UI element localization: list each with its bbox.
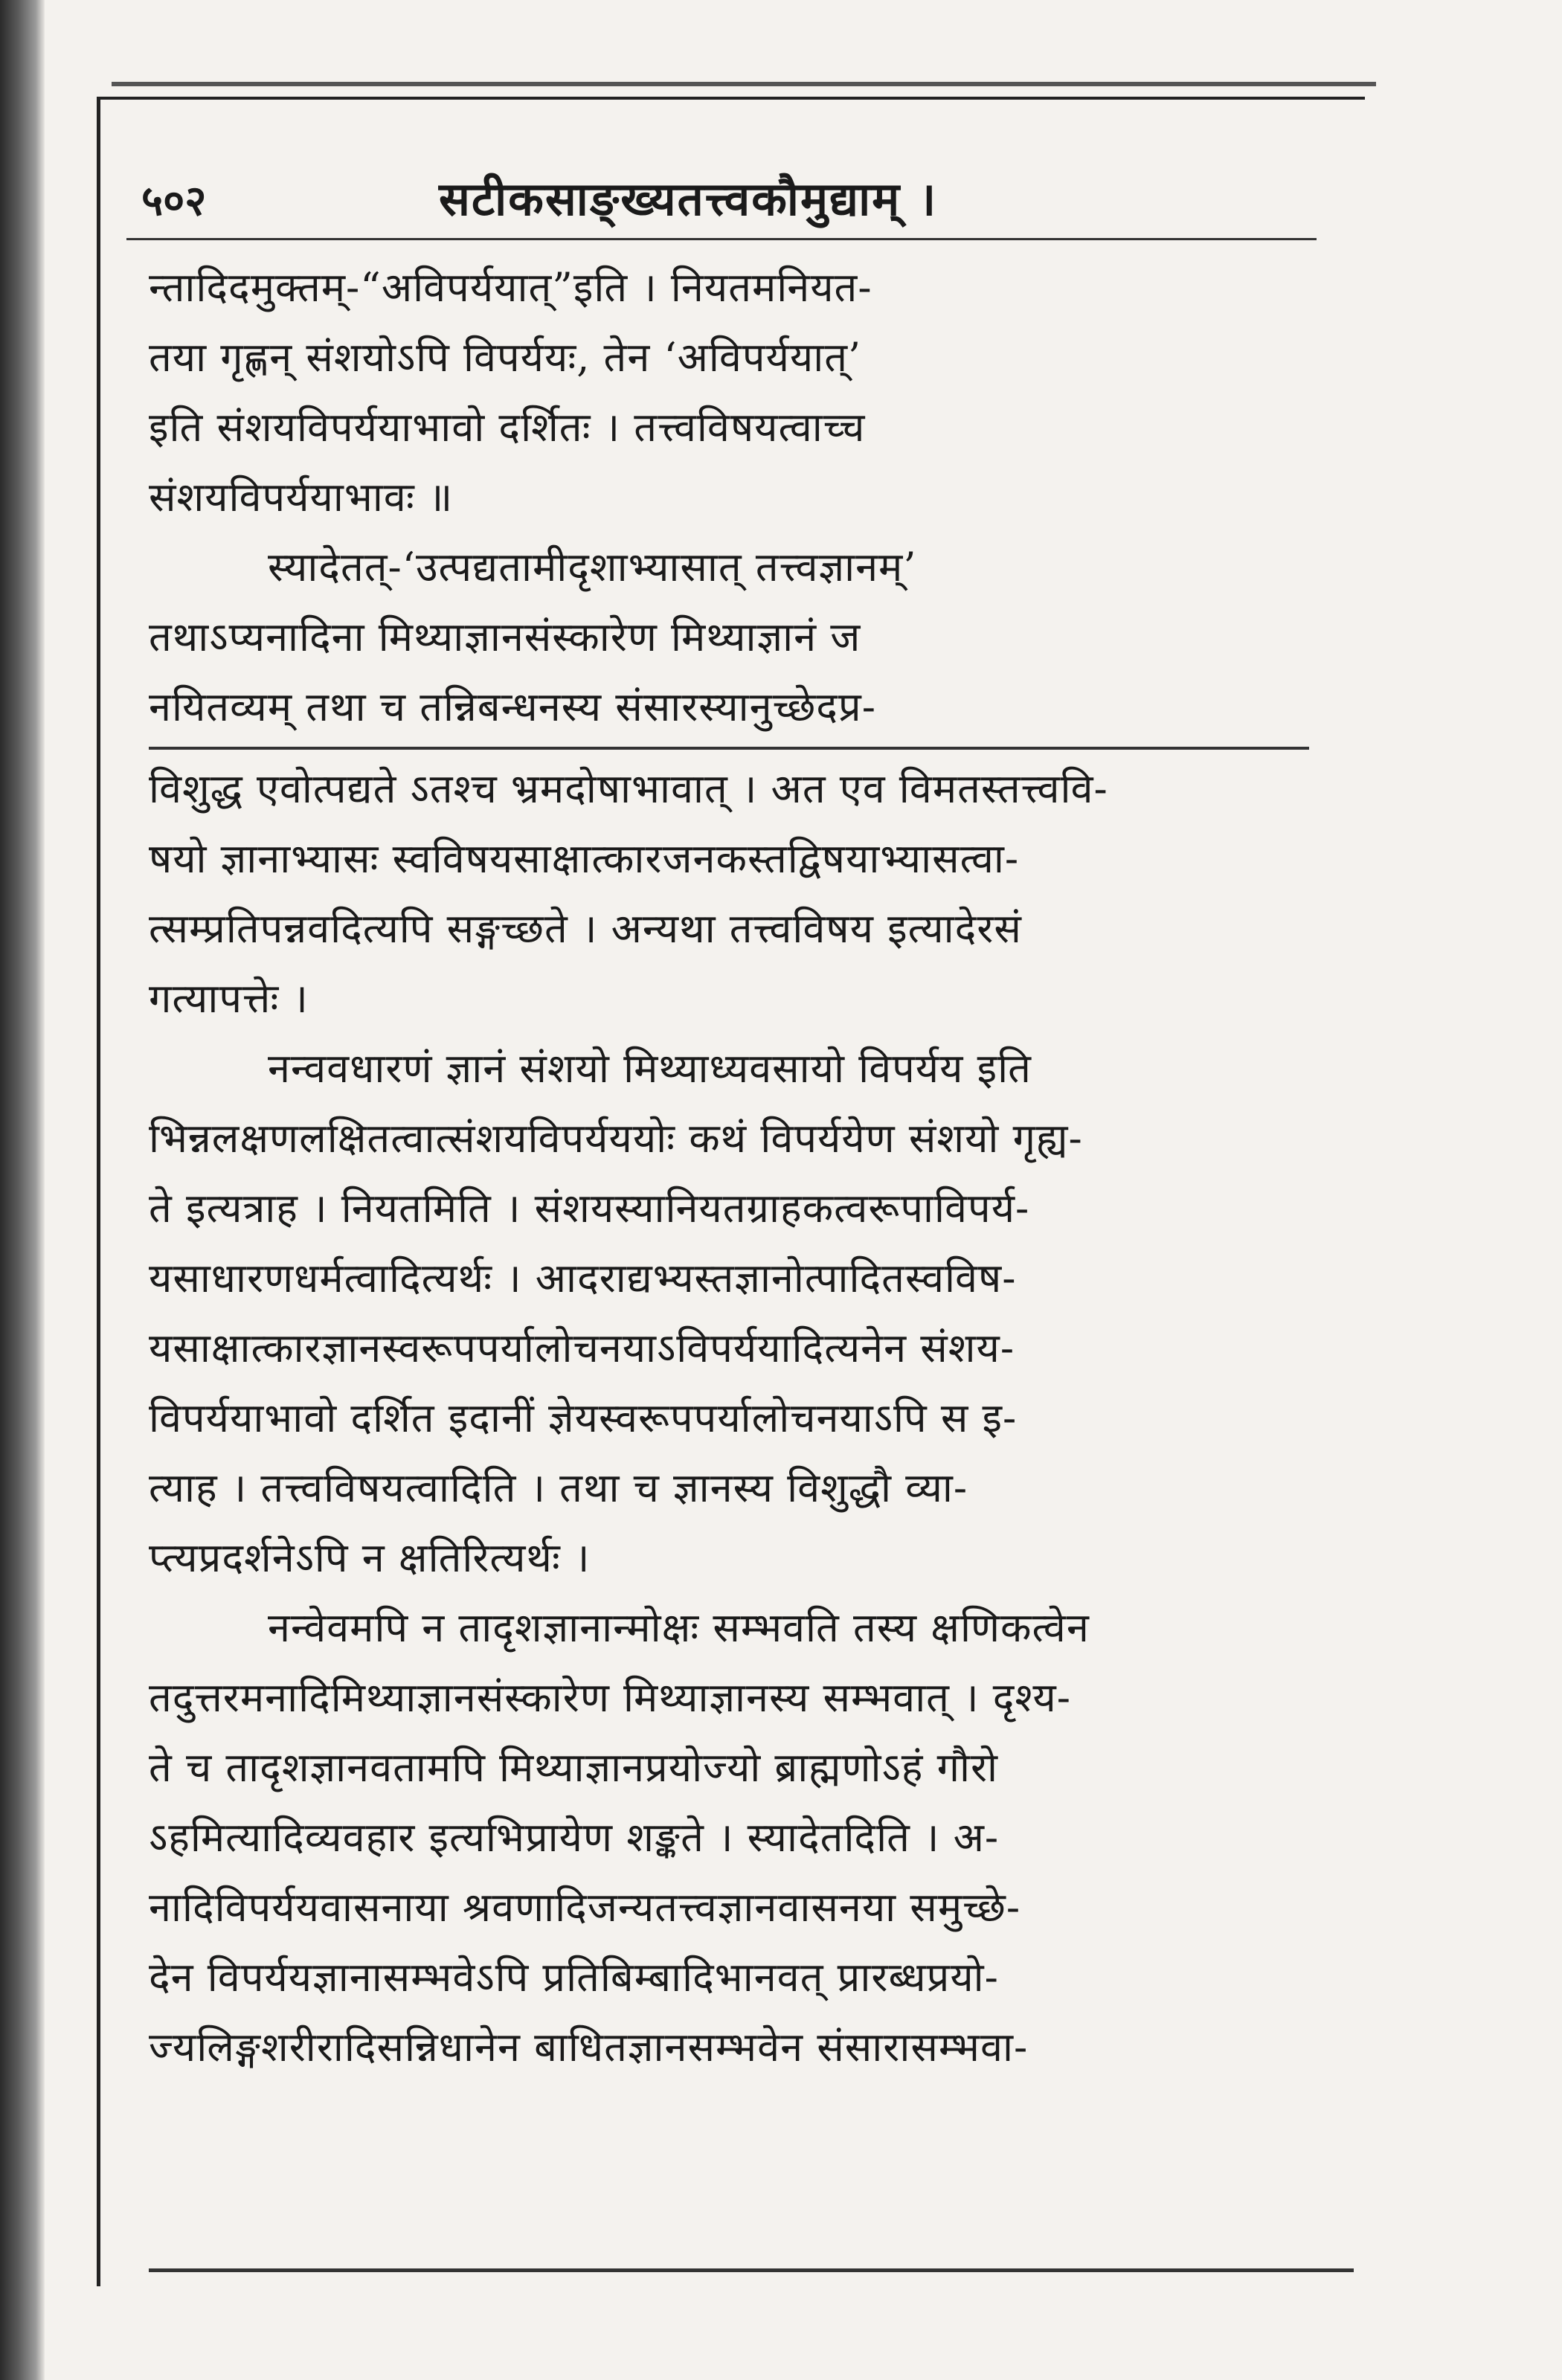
section-divider — [149, 747, 1309, 750]
book-binding-edge — [0, 0, 45, 2380]
text-line: तया गृह्णन् संशयोऽपि विपर्ययः, तेन ‘अविपर्ययात्’ — [149, 334, 862, 381]
commentary-line: विपर्ययाभावो दर्शित इदानीं ज्ञेयस्वरूपपर्यालोचनयाऽपि स इ- — [149, 1395, 1018, 1441]
commentary-line: ऽहमित्यादिव्यवहार इत्यभिप्रायेण शङ्कते । स्यादेतदिति । अ- — [149, 1814, 1000, 1861]
page-body — [149, 253, 1354, 2082]
bottom-rule — [149, 2268, 1354, 2272]
commentary-line: नन्वेवमपि न तादृशज्ञानान्मोक्षः सम्भवति तस्य क्षणिकत्वेन — [268, 1604, 1090, 1651]
text-line: संशयविपर्ययाभावः ॥ — [149, 474, 454, 521]
text-line: स्यादेतत्-‘उत्पद्यतामीदृशाभ्यासात् तत्त्वज्ञानम्’ — [268, 544, 917, 591]
commentary-line: गत्यापत्तेः । — [149, 975, 309, 1022]
text-block-2 — [149, 533, 1354, 742]
commentary-line: ते इत्यत्राह । नियतमिति । संशयस्यानियतग्राहकत्वरूपाविपर्य- — [149, 1185, 1030, 1232]
text-line: इति संशयविपर्ययाभावो दर्शितः । तत्त्वविषयत्वाच्च — [149, 404, 866, 451]
text-block-1 — [149, 253, 1354, 533]
commentary-line: तदुत्तरमनादिमिथ्याज्ञानसंस्कारेण मिथ्याज्ञानस्य सम्भवात् । दृश्य- — [149, 1674, 1071, 1721]
commentary-line: प्त्यप्रदर्शनेऽपि न क्षतिरित्यर्थः । — [149, 1534, 591, 1581]
commentary-line: यसाधारणधर्मत्वादित्यर्थः । आदराद्यभ्यस्तज्ञानोत्पादितस्वविष- — [149, 1255, 1017, 1302]
page-header — [126, 156, 1317, 240]
commentary-block — [149, 754, 1354, 2082]
commentary-line: देन विपर्ययज्ञानासम्भवेऽपि प्रतिबिम्बादिभानवत् प्रारब्धप्रयो- — [149, 1954, 999, 2001]
page-number: ५०२ — [141, 176, 207, 225]
commentary-line: ते च तादृशज्ञानवतामपि मिथ्याज्ञानप्रयोज्यो ब्राह्मणोऽहं गौरो — [149, 1744, 999, 1791]
commentary-line: त्याह । तत्त्वविषयत्वादिति । तथा च ज्ञानस्य विशुद्धौ व्या- — [149, 1464, 968, 1511]
commentary-line: भिन्नलक्षणलक्षितत्वात्संशयविपर्यययोः कथं विपर्ययेण संशयो गृह्य- — [149, 1115, 1083, 1162]
commentary-line: नन्ववधारणं ज्ञानं संशयो मिथ्याध्यवसायो विपर्यय इति — [268, 1045, 1032, 1092]
commentary-line: ज्यलिङ्गशरीरादिसन्निधानेन बाधितज्ञानसम्भवेन संसारासम्भवा- — [149, 2024, 1029, 2071]
commentary-line: यसाक्षात्कारज्ञानस्वरूपपर्यालोचनयाऽविपर्ययादित्यनेन संशय- — [149, 1325, 1015, 1371]
running-title: सटीकसाङ्ख्यतत्त्वकौमुद्याम् । — [439, 172, 938, 226]
top-rule — [112, 82, 1376, 86]
commentary-line: त्सम्प्रतिपन्नवदित्यपि सङ्गच्छते । अन्यथा तत्त्वविषय इत्यादेरसं — [149, 905, 1022, 952]
text-line: न्तादिदमुक्तम्-“अविपर्ययात्”इति । नियतमनियत- — [149, 264, 872, 311]
text-line: तथाऽप्यनादिना मिथ्याज्ञानसंस्कारेण मिथ्याज्ञानं ज — [149, 614, 861, 660]
commentary-line: षयो ज्ञानाभ्यासः स्वविषयसाक्षात्कारजनकस्तद्विषयाभ्यासत्वा- — [149, 835, 1020, 882]
commentary-line: नादिविपर्ययवासनाया श्रवणादिजन्यतत्त्वज्ञानवासनया समुच्छे- — [149, 1884, 1021, 1931]
commentary-line: विशुद्ध एवोत्पद्यते ऽतश्च भ्रमदोषाभावात् । अत एव विमतस्तत्त्ववि- — [149, 765, 1108, 812]
text-line: नयितव्यम् तथा च तन्निबन्धनस्य संसारस्यानुच्छेदप्र- — [149, 684, 876, 730]
